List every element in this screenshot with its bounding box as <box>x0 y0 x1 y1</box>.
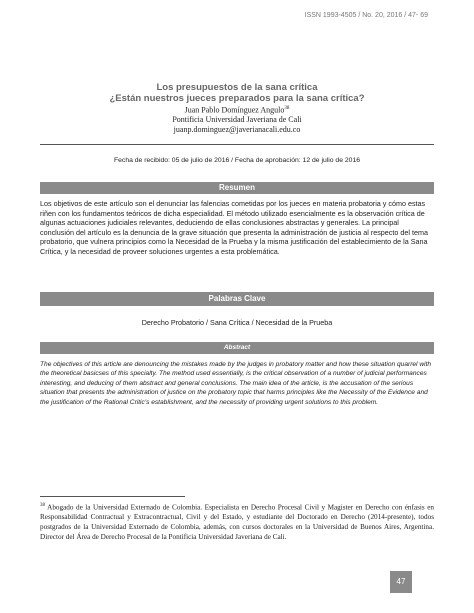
received-approved-dates: Fecha de recibido: 05 de julio de 2016 / Fecha de aprobación: 12 de julio de 2016 <box>114 157 360 164</box>
author-footnote-ref: 38 <box>284 106 290 111</box>
footnote <box>40 501 434 542</box>
author-name-line <box>60 104 414 115</box>
resumen-heading: Resumen <box>40 182 434 194</box>
abstract-body: The objectives of this article are denouncing the mistakes made by the judges in probatory matter and how these situation quarrel with the theoretical basicses of this specialty. The method used essentially, is the critical observation of a number of judicial performances interesting, and deducing of them abstract and general conclusions. The main idea of the article, is the accusation of the serious situation that presents the administration of justice on the probatory topic that harms principles like the Necessity of the Evidence and the justification of the Rational Critic's establishment, and the necessity of providing urgent solutions to this problem. <box>40 361 432 406</box>
resumen-body: Los objetivos de este artículo son el denunciar las falencias cometidas por los jueces en materia probatoria y cómo estas riñen con los fundamentos teóricos de dicha especialidad. El método utilizado esencialmente es la observación crítica de algunas actuaciones judiciales relevantes, deduciendo de ellas conclusiones abstractas y generales. La principal conclusión del artículo es la denuncia de la grave situación que presenta la administración de justicia al respecto del tema probatorio, que vulnera principios como la Necesidad de la Prueba y la misma justificación del establecimiento de la Sana Crítica, y la necesidad de proveer soluciones urgentes a esta problemática. <box>40 199 428 256</box>
footnote-number: 38 <box>40 503 45 508</box>
author-name: Juan Pablo Domínguez Angulo <box>184 105 285 115</box>
author-email[interactable]: juanp.dominguez@javerianacali.edu.co <box>173 124 301 134</box>
article-title-block <box>60 82 414 134</box>
abstract-heading: Abstract <box>40 342 434 354</box>
keywords-heading: Palabras Clave <box>40 292 434 306</box>
article-subtitle: ¿Están nuestros jueces preparados para la sana crítica? <box>109 93 365 104</box>
article-title: Los presupuestos de la sana crítica <box>156 82 318 93</box>
footnote-divider <box>40 496 185 497</box>
footnote-text: Abogado de la Universidad Externado de Colombia. Especialista en Derecho Procesal Civil y Magister en Derecho con énfasis en Responsabilidad Contractual y Extracontractual, Civil y del Estado, y estudiante del Doctorado en Derecho (2014-presente), todos postgrados de la Universidad Externado de Colombia, además, con cursos doctorales en la Universidad de Buenos Aires, Argentina. Director del Área de Derecho Procesal de la Pontificia Universidad Javeriana de Cali. <box>40 503 434 542</box>
header-divider <box>40 144 434 145</box>
keywords-list: Derecho Probatorio / Sana Crítica / Necesidad de la Prueba <box>141 318 333 327</box>
author-affiliation: Pontificia Universidad Javeriana de Cali <box>172 115 302 125</box>
issn-header: ISSN 1993-4505 / No. 20, 2016 / 47- 69 <box>304 12 428 19</box>
page-number-badge: 47 <box>390 571 412 593</box>
